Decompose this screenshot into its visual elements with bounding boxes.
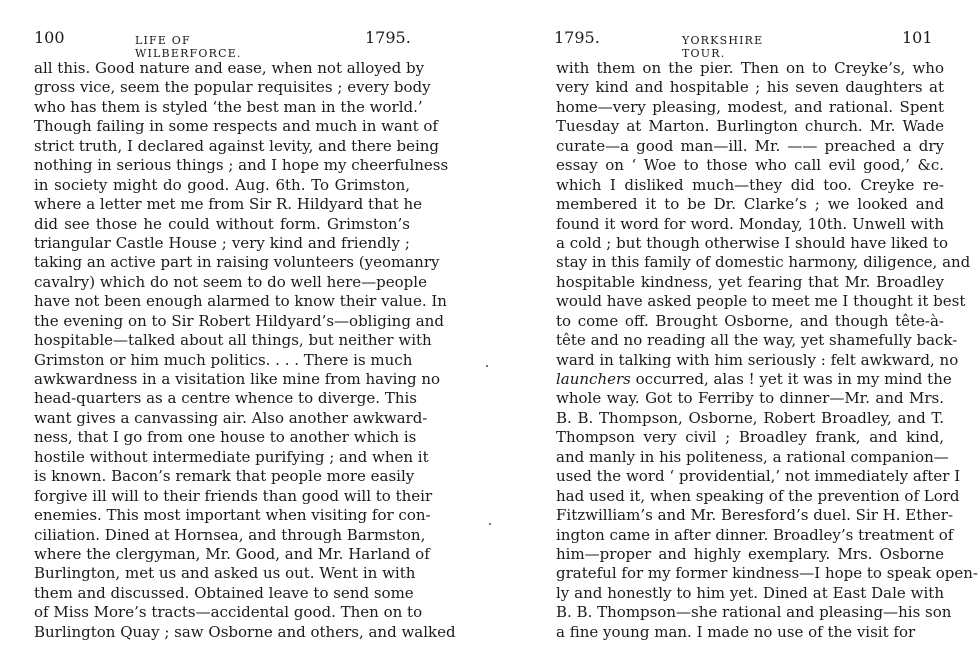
text-line: of Miss More’s tracts—accidental good. Then on to [34, 603, 423, 622]
text-line: who has them is styled ‘the best man in the world.’ [34, 97, 423, 116]
text-line: forgive ill will to their friends than good will to their [34, 486, 433, 505]
text-line: B. B. Thompson—she rational and pleasing—his son [556, 603, 952, 622]
text-line: Tuesday at Marton. Burlington church. Mr. Wade [556, 117, 944, 136]
text-line: Burlington, met us and asked us out. Went in with [34, 564, 416, 583]
text-line: a fine young man. I made no use of the visit for [556, 622, 916, 641]
text-line: strict truth, I declared against levity, and there being [34, 136, 440, 155]
gutter-speck [489, 523, 491, 525]
right-page-number: 101 [902, 28, 933, 47]
text-line: him—proper and highly exemplary. Mrs. Osborne [556, 544, 944, 563]
text-line: have not been enough alarmed to know their value. In [34, 292, 447, 311]
text-line: ward in talking with him seriously : felt awkward, no [556, 350, 959, 369]
text-line: hostile without intermediate purifying ; and when it [34, 447, 429, 466]
left-page-year: 1795. [365, 28, 411, 47]
text-line: where the clergyman, Mr. Good, and Mr. Harland of [34, 544, 430, 563]
right-running-head: YORKSHIRE TOUR. [682, 34, 764, 60]
text-line: found it word for word. Monday, 10th. Unwell with [556, 214, 944, 233]
text-line: cavalry) which do not seem to do well here—people [34, 272, 427, 291]
text-line: head-quarters as a centre whence to diverge. This [34, 389, 417, 408]
right-page [510, 0, 980, 664]
text-line: essay on ‘ Woe to those who call evil good,’ &c. [556, 156, 944, 175]
text-line: used the word ‘ providential,’ not immediately after I [556, 467, 961, 486]
text-line: Thompson very civil ; Broadley frank, and kind, [556, 428, 944, 447]
text-line: very kind and hospitable ; his seven daughters at [556, 78, 944, 97]
text-line: a cold ; but though otherwise I should have liked to [556, 233, 948, 252]
text-line: would have asked people to meet me I thought it best [556, 292, 966, 311]
text-line: the evening on to Sir Robert Hildyard’s—obliging and [34, 311, 444, 330]
gutter-speck [486, 365, 488, 367]
text-line: in society might do good. Aug. 6th. To Grimston, [34, 175, 410, 194]
text-line: ington came in after dinner. Broadley’s treatment of [556, 525, 954, 544]
text-line: curate—a good man—ill. Mr. —— preached a dry [556, 136, 944, 155]
text-line: launchers occurred, alas ! yet it was in my mind the [556, 370, 952, 388]
left-page [0, 0, 470, 664]
text-line: grateful for my former kindness—I hope to speak open- [556, 564, 978, 583]
text-line: enemies. This most important when visiting for con- [34, 506, 431, 525]
text-line: hospitable—talked about all things, but neither with [34, 331, 432, 350]
right-page-body [556, 59, 978, 642]
text-line: did see those he could without form. Grimston’s [34, 214, 410, 233]
text-line: ness, that I go from one house to another which is [34, 428, 417, 447]
left-page-number: 100 [34, 28, 65, 47]
text-line: had used it, when speaking of the prevention of Lord [556, 486, 960, 505]
text-line: ciliation. Dined at Hornsea, and through Barmston, [34, 525, 426, 544]
text-line: to come off. Brought Osborne, and though tête-à- [556, 311, 944, 330]
left-page-body [34, 59, 456, 642]
text-line: want gives a canvassing air. Also another awkward- [34, 408, 428, 427]
text-line: Grimston or him much politics. . . . There is much [34, 350, 413, 369]
text-line: all this. Good nature and ease, when not alloyed by [34, 59, 425, 77]
text-line: ly and honestly to him yet. Dined at East Dale with [556, 583, 944, 602]
text-line: B. B. Thompson, Osborne, Robert Broadley, and T. [556, 408, 944, 427]
text-line: which I disliked much—they did too. Creyke re- [556, 175, 944, 194]
text-line: Burlington Quay ; saw Osborne and others, and walked [34, 622, 456, 641]
text-line: and manly in his politeness, a rational companion— [556, 447, 949, 466]
left-running-head: LIFE OF WILBERFORCE. [135, 34, 242, 60]
text-line: Fitzwilliam’s and Mr. Beresford’s duel. Sir H. Ether- [556, 506, 954, 525]
text-line: awkwardness in a visitation like mine from having no [34, 370, 441, 388]
text-line: membered it to be Dr. Clarke’s ; we looked and [556, 195, 944, 214]
text-line: hospitable kindness, yet fearing that Mr. Broadley [556, 272, 944, 291]
text-line: stay in this family of domestic harmony, diligence, and [556, 253, 971, 272]
right-page-year: 1795. [554, 28, 600, 47]
text-line: where a letter met me from Sir R. Hildyard that he [34, 195, 423, 214]
text-line: taking an active part in raising volunteers (yeomanry [34, 253, 440, 272]
text-line: Though failing in some respects and much in want of [34, 117, 438, 136]
text-line: home—very pleasing, modest, and rational. Spent [556, 97, 944, 116]
text-line: triangular Castle House ; very kind and friendly ; [34, 233, 410, 252]
text-line: whole way. Got to Ferriby to dinner—Mr. and Mrs. [556, 389, 944, 408]
text-line: tête and no reading all the way, yet shamefully back- [556, 331, 958, 350]
text-line: nothing in serious things ; and I hope my cheerfulness [34, 156, 449, 175]
text-line: with them on the pier. Then on to Creyke’s, who [556, 59, 944, 77]
text-line: is known. Bacon’s remark that people more easily [34, 467, 415, 486]
text-line: them and discussed. Obtained leave to send some [34, 583, 414, 602]
text-line: gross vice, seem the popular requisites ; every body [34, 78, 431, 97]
